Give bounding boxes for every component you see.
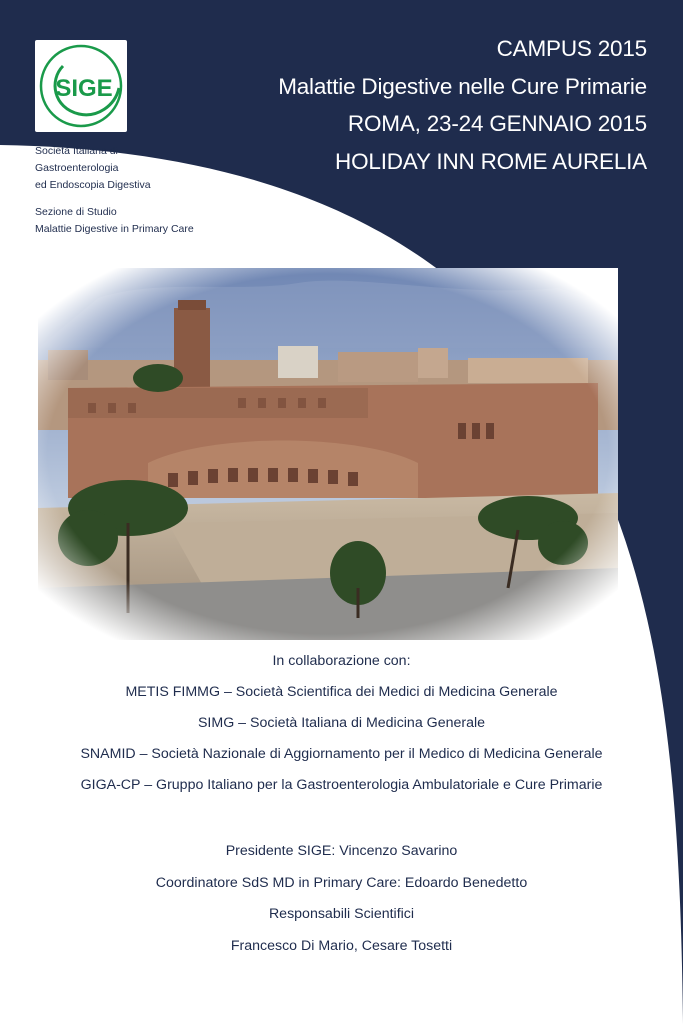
logo-text: SIGE xyxy=(55,75,113,102)
collaboration-intro: In collaborazione con: xyxy=(272,653,411,669)
event-title-line-3: ROMA, 23-24 GENNAIO 2015 xyxy=(347,111,647,136)
coordinator: Coordinatore SdS MD in Primary Care: Edoardo Benedetto xyxy=(155,874,528,891)
president: Presidente SIGE: Vincenzo Savarino xyxy=(225,843,458,859)
collaboration-section xyxy=(0,646,683,801)
sige-logo xyxy=(35,40,127,132)
section-line-2: Malattie Digestive in Primary Care xyxy=(35,223,194,235)
sige-logo-mark xyxy=(35,40,127,132)
event-title-line-4: HOLIDAY INN ROME AURELIA xyxy=(335,148,647,174)
partner-metis: METIS FIMMG – Società Scientifica dei Medici di Medicina Generale xyxy=(125,684,558,700)
organization-info xyxy=(35,143,194,238)
scientific-leads-names: Francesco Di Mario, Cesare Tosetti xyxy=(230,937,453,954)
trajan-market-photo xyxy=(38,268,618,640)
scientific-leads-label: Responsabili Scientifici xyxy=(268,906,415,922)
organizers-section xyxy=(0,836,683,962)
event-title-line-2: Malattie Digestive nelle Cure Primarie xyxy=(278,73,647,99)
society-line-2: Gastroenterologia xyxy=(35,162,119,174)
partner-simg: SIMG – Società Italiana di Medicina Generale xyxy=(197,715,486,731)
section-line-1: Sezione di Studio xyxy=(35,206,117,218)
society-line-3: ed Endoscopia Digestiva xyxy=(35,179,151,191)
event-title-line-1: CAMPUS 2015 xyxy=(496,36,647,61)
event-header xyxy=(278,30,647,180)
partner-giga-cp: GIGA-CP – Gruppo Italiano per la Gastroenterologia Ambulatoriale e Cure Primarie xyxy=(80,777,603,793)
partner-snamid: SNAMID – Società Nazionale di Aggiornamento per il Medico di Medicina Generale xyxy=(80,746,603,762)
society-line-1: Società Italiana di xyxy=(35,145,118,157)
